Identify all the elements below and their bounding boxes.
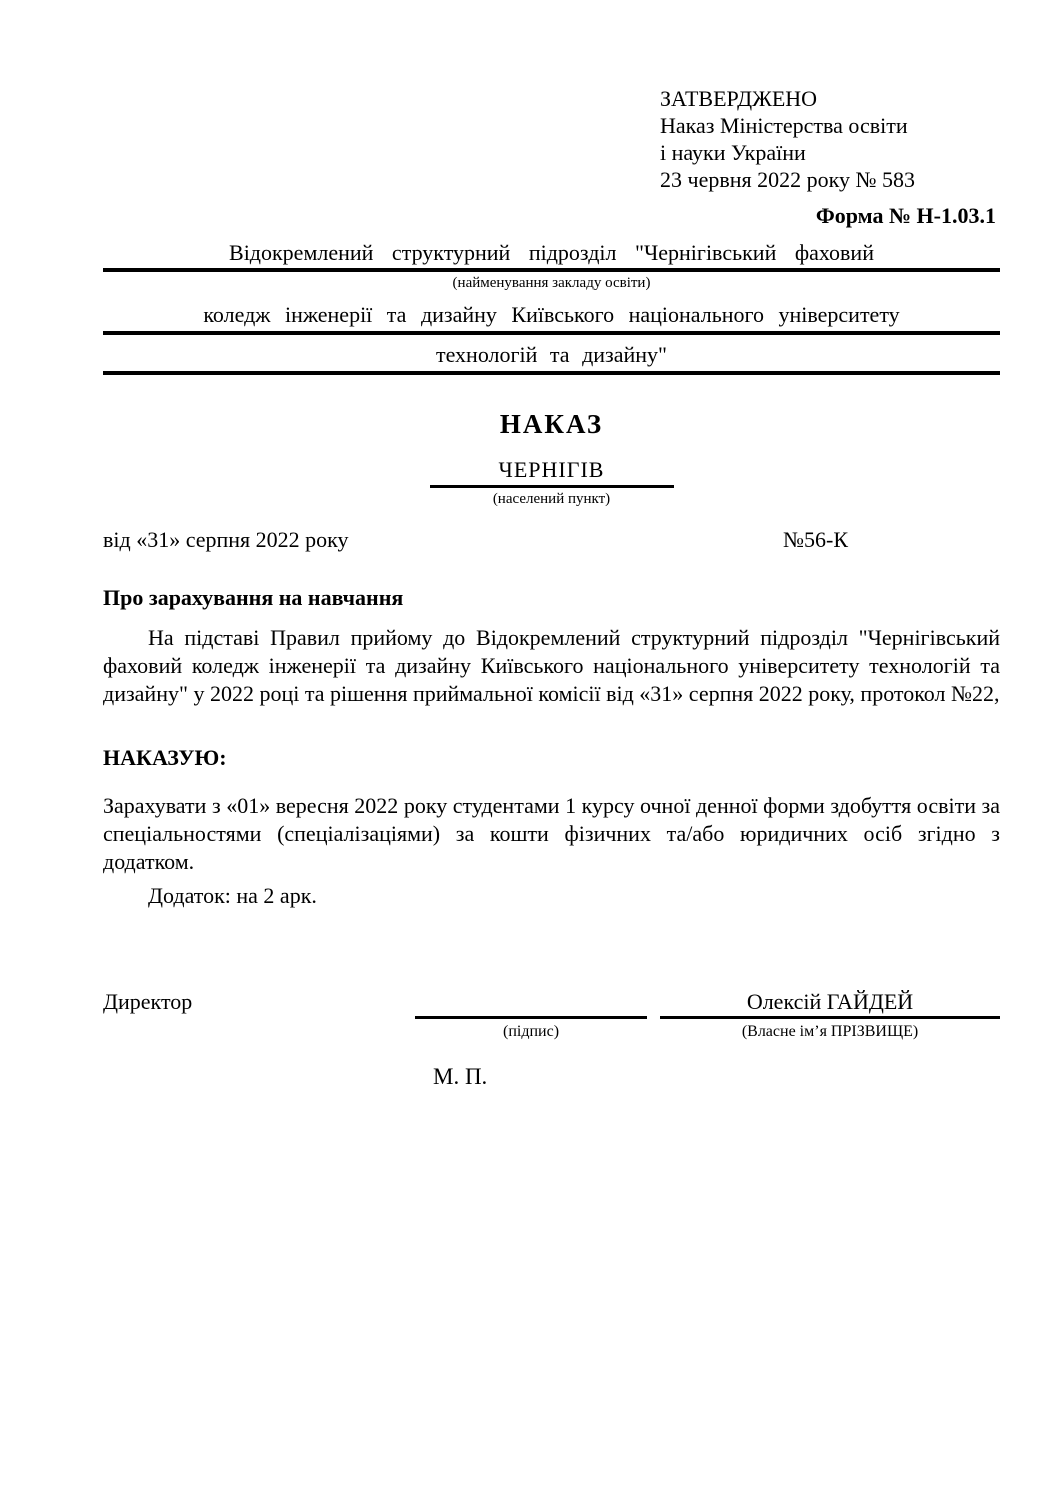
- date-and-number-row: [103, 526, 1000, 554]
- signer-name-caption: (Власне ім’я ПРІЗВИЩЕ): [741, 1023, 919, 1040]
- signer-name: Олексій ГАЙДЕЙ: [660, 988, 1000, 1019]
- document-content: [103, 85, 1000, 1091]
- signer-position: Директор: [103, 989, 193, 1014]
- approval-block: [660, 85, 1000, 193]
- seal-placeholder: М. П.: [433, 1064, 488, 1089]
- city-caption: (населений пункт): [492, 491, 611, 507]
- form-number: Форма № Н-1.03.1: [815, 203, 996, 228]
- decree-paragraph: Зарахувати з «01» вересня 2022 року студентами 1 курсу очної денної форми здобуття освіти за спеціальностями (спеціалізаціями) за кошти фізичних та/або юридичних осіб згідно з додатком.: [103, 793, 1000, 874]
- signature-caption: (підпис): [502, 1023, 560, 1040]
- signature-block: [103, 988, 1000, 1054]
- institution-name-line-3: технологій та дизайну": [103, 335, 1000, 375]
- signer-name-field: [660, 988, 1000, 1041]
- institution-name-line-2: коледж інженерії та дизайну Київського національного університету: [103, 300, 1000, 335]
- approval-line-2: Наказ Міністерства освіти: [660, 113, 908, 138]
- decree-word: НАКАЗУЮ:: [103, 745, 227, 770]
- institution-name-line-1: Відокремлений структурний підрозділ "Чернігівський фаховий: [103, 240, 1000, 272]
- approval-line-3: і науки України: [660, 140, 806, 165]
- order-title: НАКАЗ: [499, 409, 604, 439]
- order-subject: Про зарахування на навчання: [103, 585, 404, 610]
- signature-field: [415, 988, 647, 1041]
- institution-block: [103, 240, 1000, 375]
- basis-paragraph: На підставі Правил прийому до Відокремлений структурний підрозділ "Чернігівський фаховий коледж інженерії та дизайну Київського національного університету технологій та дизайну" у 2022 році та рішення приймальної комісії від «31» серпня 2022 року, протокол №22,: [103, 625, 1000, 706]
- order-number: №56-К: [783, 527, 848, 552]
- city-block: [103, 457, 1000, 508]
- signature-line: [415, 988, 647, 1019]
- city-name: ЧЕРНІГІВ: [430, 457, 674, 488]
- approval-line-1: ЗАТВЕРДЖЕНО: [660, 86, 818, 111]
- institution-name-caption: (найменування закладу освіти): [452, 275, 651, 291]
- order-date: від «31» серпня 2022 року: [103, 527, 349, 552]
- attachment-note: Додаток: на 2 арк.: [148, 883, 317, 908]
- approval-line-4: 23 червня 2022 року № 583: [660, 167, 915, 192]
